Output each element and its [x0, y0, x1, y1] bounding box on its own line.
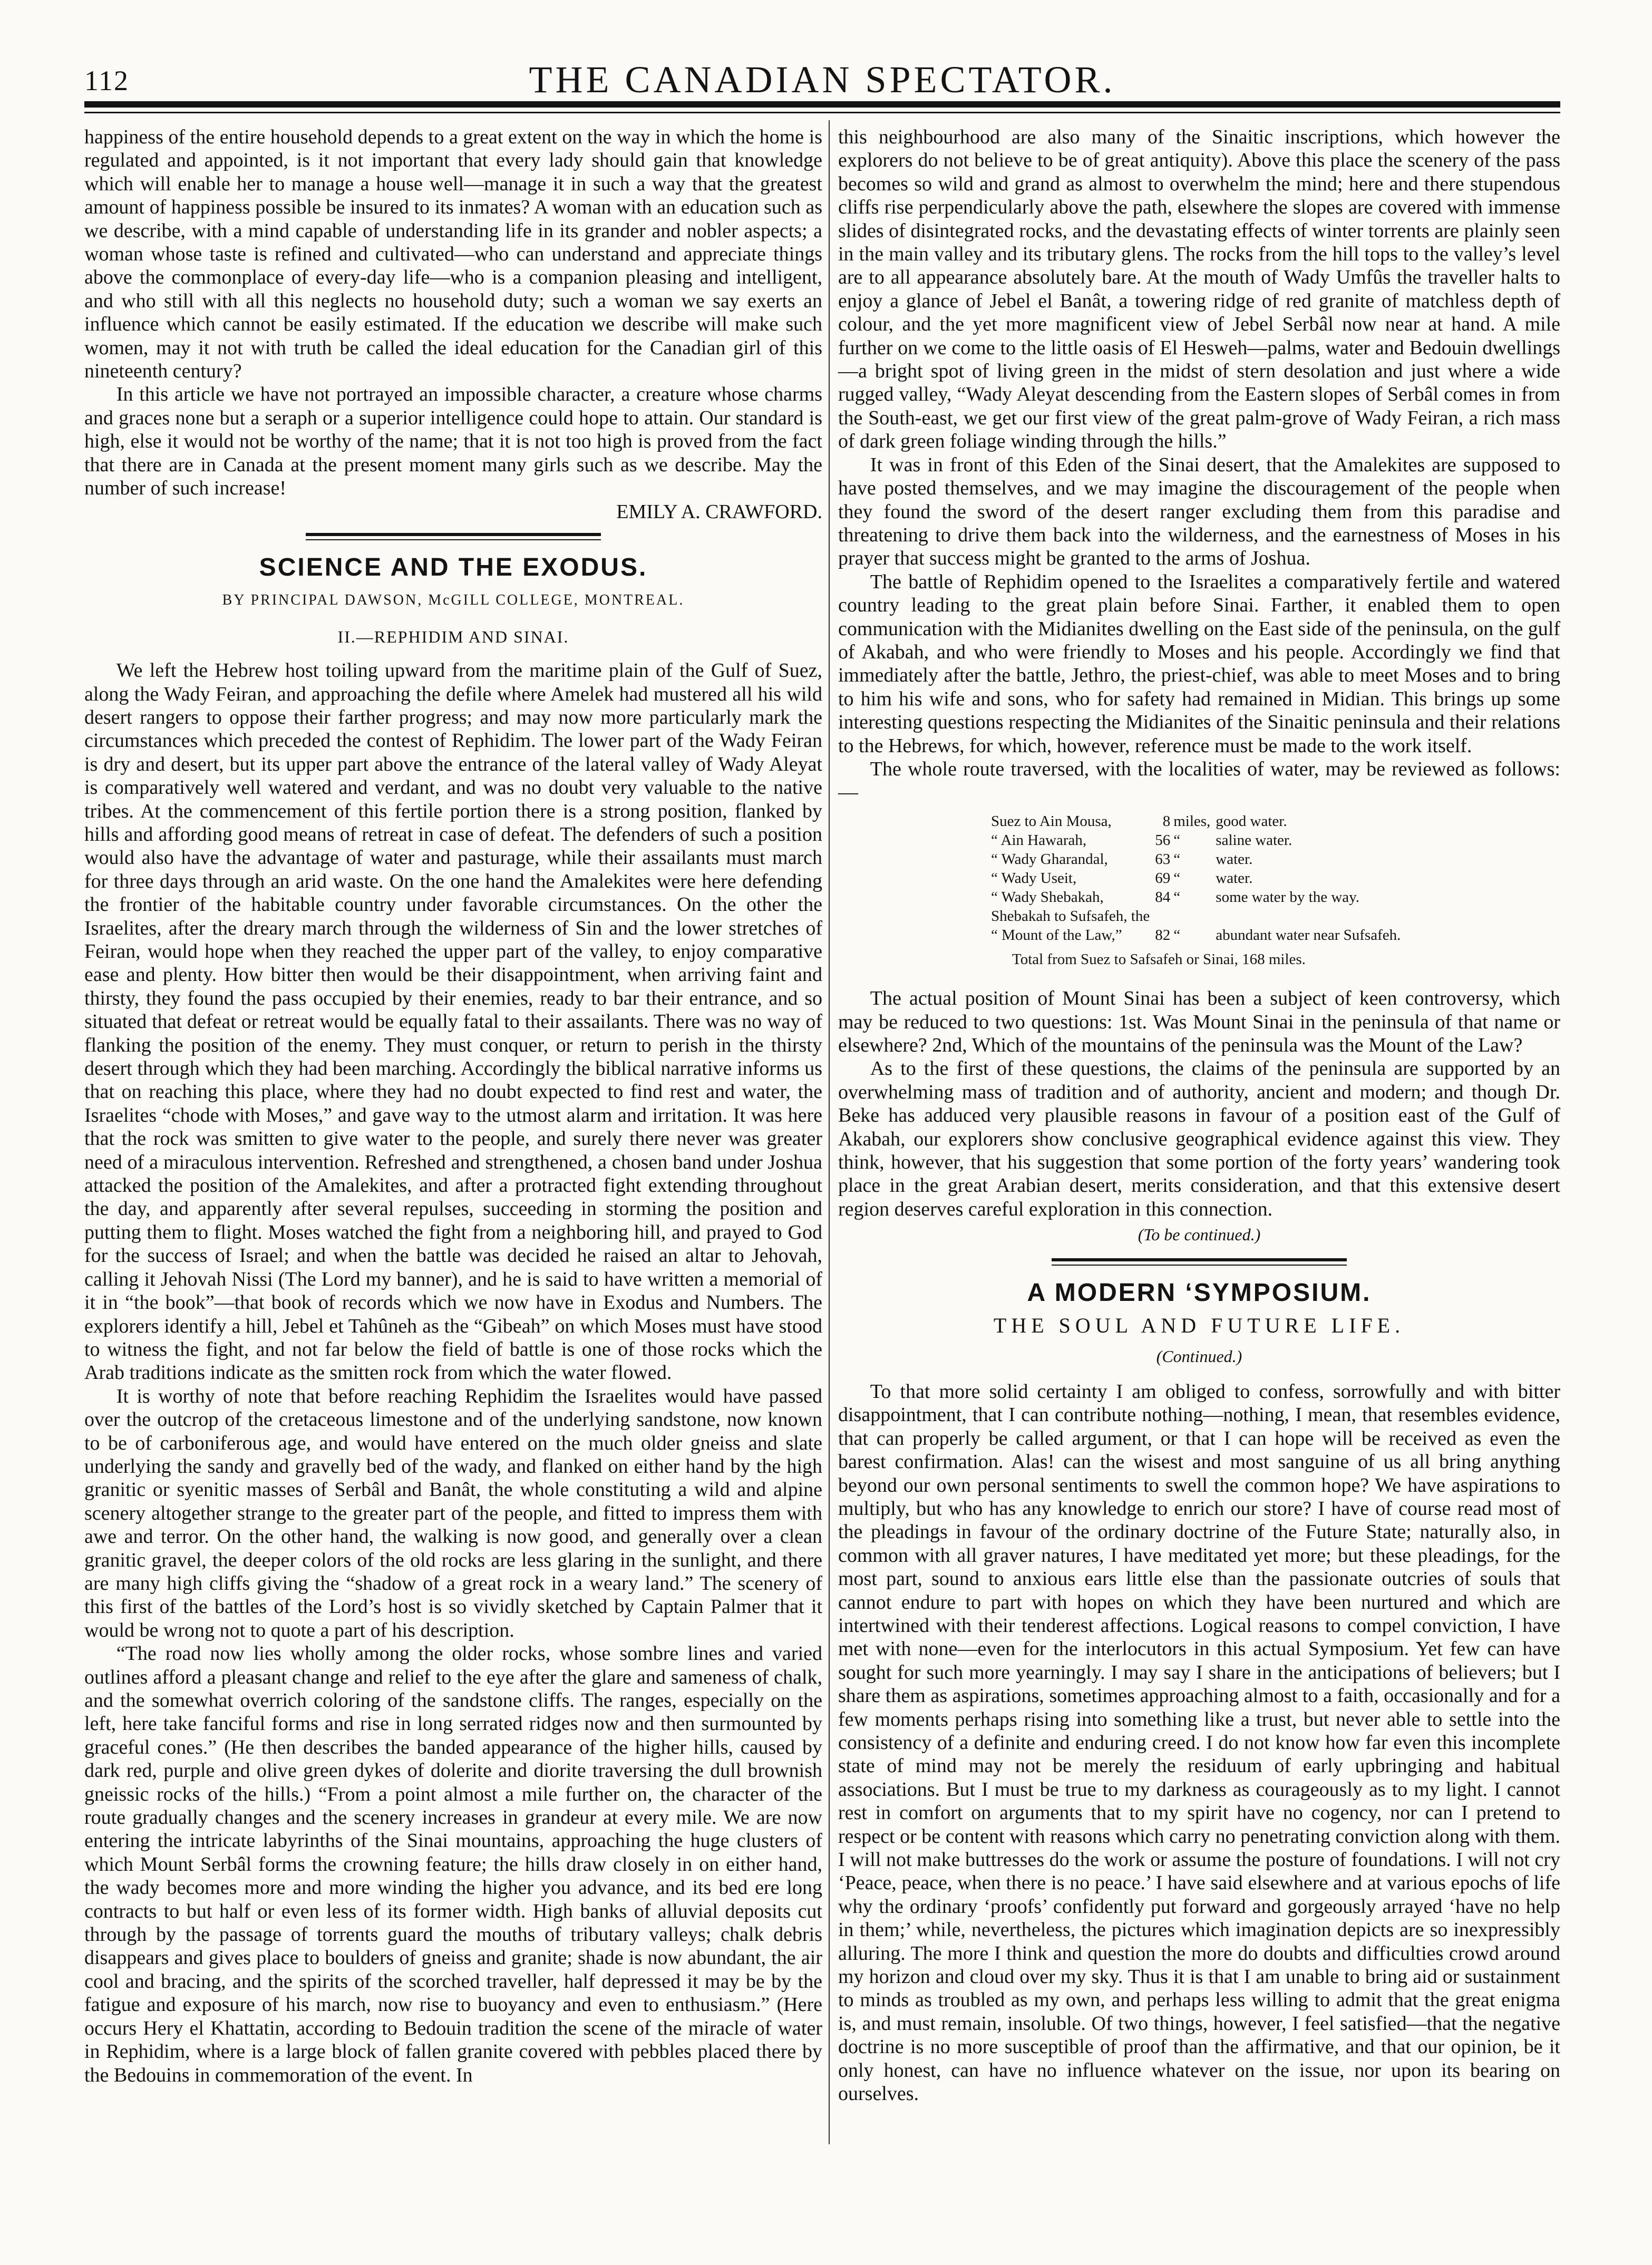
- education-article-paragraph: In this article we have not portrayed an impossible character, a creature whose charms and graces none but a seraph or a superior intelligence could hope to attain. Our standard is high, else it would not be worthy of the name; that it is not too high is proved from the fact that there are in Canada at the present moment many girls such as we describe. May the number of such increase!: [84, 383, 822, 500]
- route-row: [991, 869, 1406, 888]
- left-column: [84, 125, 822, 2087]
- exodus-paragraph: As to the first of these questions, the claims of the peninsula are supported by an overwhelming mass of tradition and of authority, ancient and modern; and though Dr. Beke has adduced very plausible reasons in favour of a position east of the Gulf of Akabah, our explorers show conclusive geographical evidence against this view. They think, however, that his suggestion that some portion of the forty years’ wandering took place in the great Arabian desert, merits consideration, and that this extensive desert region deserves careful exploration in this connection.: [838, 1057, 1560, 1220]
- route-miles: 8: [1162, 812, 1171, 830]
- route-table: [991, 812, 1406, 945]
- route-unit: “: [1173, 850, 1181, 868]
- article-subhead: II.—REPHIDIM AND SINAI.: [337, 627, 569, 646]
- route-row: [991, 850, 1406, 869]
- exodus-paragraph: The actual position of Mount Sinai has been a subject of keen controversy, which may be reduced to two questions: 1st. Was Mount Sinai in the peninsula of that name or elsewhere? 2nd, Which of the mountains of the peninsula was the Mount of the Law?: [838, 987, 1560, 1056]
- article-separator: [306, 533, 601, 540]
- exodus-paragraph: It was in front of this Eden of the Sinai desert, that the Amalekites are supposed to have posted themselves, and we may imagine the discouragement of the people when they found the sword of the desert ranger excluding them from this paradise and threatening to drive them back into the wilderness, and the earnestness of Moses in his prayer that success might be granted to the arms of Joshua.: [838, 453, 1560, 570]
- route-note: [1216, 907, 1406, 926]
- route-note: abundant water near Sufsafeh.: [1216, 926, 1401, 944]
- route-miles: 69: [1155, 869, 1171, 887]
- route-note: good water.: [1216, 812, 1287, 830]
- exodus-paragraph: “The road now lies wholly among the older rocks, whose sombre lines and varied outlines afford a pleasant change and relief to the eye after the glare and sameness of chalk, and the somewhat overrich coloring of the sandstone cliffs. The ranges, especially on the left, here take fanciful forms and rise in long serrated ridges now and then surmounted by graceful cones.” (He then describes the banded appearance of the higher hills, caused by dark red, purple and olive green dykes of dolerite and diorite traversing the dull brownish gneissic rocks of the hills.) “From a point almost a mile further on, the character of the route gradually changes and the scenery increases in grandeur at every mile. We are now entering the intricate labyrinths of the Sinai mountains, approaching the huge clusters of which Mount Serbâl forms the crowning feature; the hills draw closely in on either hand, the wady becomes more and more winding the higher you advance, and its bed ere long contracts to but half or even less of its former width. High banks of alluvial deposits cut through by the passage of torrents guard the mouths of tributary valleys; chalk debris disappears and gives place to boulders of gneiss and granite; shade is now abundant, the air cool and bracing, and the spirits of the scorched traveller, half depressed it may be by the fatigue and exposure of his march, now rise to buoyancy and even to enthusiasm.” (Here occurs Hery el Khattatin, according to Bedouin tradition the scene of the miracle of water in Rephidim, where is a large block of fallen granite covered with pebbles placed there by the Bedouins in commemoration of the event. In: [84, 1642, 822, 2086]
- route-unit: “: [1173, 831, 1181, 849]
- route-total: Total from Suez to Safsafeh or Sinai, 168 miles.: [1012, 950, 1306, 968]
- article-separator: [1052, 1258, 1347, 1266]
- route-row: [991, 888, 1406, 907]
- route-note: water.: [1216, 869, 1253, 887]
- route-unit: [1173, 907, 1216, 926]
- route-note: water.: [1216, 850, 1253, 868]
- author-signature: EMILY A. CRAWFORD.: [616, 500, 822, 523]
- masthead-title: THE CANADIAN SPECTATOR.: [529, 59, 1116, 101]
- exodus-paragraph: this neighbourhood are also many of the Sinaitic inscriptions, which however the explorers do not believe to be of great antiquity). Above this place the scenery of the pass becomes so wild and grand as almost to overwhelm the mind; here and there stupendous cliffs rise perpendicularly above the path, elsewhere the slopes are covered with immense slides of disintegrated rocks, and the devastating effects of winter torrents are plainly seen in the main valley and its tributary glens. The rocks from the hill tops to the valley’s level are to all appearance absolutely bare. At the mouth of Wady Umfûs the traveller halts to enjoy a glance of Jebel el Banât, a towering ridge of red granite of matchless depth of colour, and the yet more magnificent view of Jebel Serbâl now near at hand. A mile further on we come to the little oasis of El Hesweh—palms, water and Bedouin dwellings—a bright spot of living green in the midst of stern desolation and just where a wide rugged valley, “Wady Aleyat descending from the Eastern slopes of Serbâl comes in from the South-east, we get our first view of the great palm-grove of Wady Feiran, a rich mass of dark green foliage winding through the hills.”: [838, 126, 1560, 453]
- route-unit: miles,: [1173, 812, 1211, 830]
- route-from: “ Wady Shebakah,: [991, 888, 1104, 906]
- symposium-paragraph: To that more solid certainty I am obliged to confess, sorrowfully and with bitter disappointment, that I can contribute nothing—nothing, I mean, that resembles evidence, that can properly be called argument, or that I can hope will be received as even the barest confirmation. Alas! can the wisest and most sanguine of us all bring anything beyond our own personal sentiments to swell the common hope? We have aspirations to multiply, but who has any knowledge to enrich our store? I have of course read most of the pleadings in favour of the ordinary doctrine of the Future State; naturally also, in common with all graver natures, I have meditated yet more; but these pleadings, for the most part, sound to anxious ears little else than the passionate outcries of souls that cannot endure to part with hopes on which they have been nurtured and which are intertwined with their tenderest affections. Logical reasons to compel conviction, I have met with none—even for the interlocutors in this actual Symposium. Yet few can have sought for such more yearningly. I may say I share in the anticipations of believers; but I share them as aspirations, sometimes approaching almost to a faith, occasionally and for a few moments perhaps rising into something like a trust, but never able to settle into the consistency of a definite and enduring creed. I do not know how far even this incomplete state of mind may not be merely the residuum of early upbringing and habitual associations. But I must be true to my darkness as courageously as to my light. I cannot rest in comfort on arguments that to my spirit have no cogency, nor can I pretend to respect or be content with reasons which carry no penetrating conviction along with them. I will not make buttresses do the work or assume the posture of foundations. I will not cry ‘Peace, peace, when there is no peace.’ I have said elsewhere and at various epochs of life why the ordinary ‘proofs’ confidently put forward and gorgeously arrayed ‘have no help in them;’ while, nevertheless, the pictures which imagination depicts are so inexpressibly alluring. The more I think and question the more do doubts and difficulties crowd around my horizon and cloud over my sky. Thus it is that I am unable to bring aid or sustainment to minds as troubled as my own, and perhaps less willing to admit that the great enigma is, and must remain, insoluble. Of two things, however, I feel satisfied—that the negative doctrine is no more susceptible of proof than the affirmative, and that our opinion, be it only honest, can have no influence whatever on the issue, nor upon its bearing on ourselves.: [838, 1380, 1560, 2105]
- article-title: SCIENCE AND THE EXODUS.: [259, 553, 648, 581]
- route-from: Shebakah to Sufsafeh, the: [991, 907, 1150, 925]
- continued-label: (Continued.): [1156, 1347, 1242, 1366]
- to-be-continued: (To be continued.): [1138, 1225, 1261, 1245]
- route-from: “ Wady Useit,: [991, 869, 1077, 887]
- header-rule-thin: [84, 112, 1560, 113]
- exodus-paragraph: It is worthy of note that before reaching Rephidim the Israelites would have passed over the outcrop of the cretaceous limestone and of the underlying sandstone, now known to be of carboniferous age, and would have entered on the much older gneiss and slate underlying the sandy and gravelly bed of the wady, and flanked on either hand by the high granitic or syenitic masses of Serbâl and Banât, the whole constituting a wild and alpine scenery altogether strange to the greater part of the people, and fitted to impress them with awe and terror. On the other hand, the walking is now good, and generally over a clean granitic gravel, the deeper colors of the old rocks are less glaring in the sunlight, and there are many high cliffs giving the “shadow of a great rock in a weary land.” The scenery of this first of the battles of the Lord’s host is so vividly sketched by Captain Palmer that it would be wrong not to quote a part of his description.: [84, 1385, 822, 1641]
- route-unit: “: [1173, 888, 1181, 906]
- route-row: [991, 831, 1406, 850]
- route-unit: “: [1173, 869, 1181, 887]
- route-row: [991, 926, 1406, 945]
- article-subhead: THE SOUL AND FUTURE LIFE.: [993, 1314, 1405, 1338]
- page-number: 112: [84, 65, 129, 96]
- route-miles: 82: [1155, 926, 1171, 944]
- article-byline: BY PRINCIPAL DAWSON, McGILL COLLEGE, MONTREAL.: [222, 592, 685, 609]
- header-rule-thick: [84, 101, 1560, 108]
- route-row: [991, 907, 1406, 926]
- route-from: “ Wady Gharandal,: [991, 850, 1108, 868]
- exodus-paragraph: We left the Hebrew host toiling upward from the maritime plain of the Gulf of Suez, along the Wady Feiran, and approaching the defile where Amelek had mustered all his wild desert rangers to oppose their farther progress; and may now more particularly mark the circumstances which preceded the contest of Rephidim. The lower part of the Wady Feiran is dry and desert, but its upper part above the entrance of the lateral valley of Wady Aleyat is comparatively well watered and verdant, and was no doubt very valuable to the native tribes. At the commencement of this fertile portion there is a strong position, flanked by hills and affording good means of retreat in case of defeat. The defenders of such a position would also have the advantage of water and pasturage, while their assailants must march for three days through an arid waste. On the one hand the Amalekites were here defending the frontier of the habitable country under favorable circumstances. On the other the Israelites, after the dreary march through the wilderness of Sin and the lower stretches of Feiran, would hope when they reached the upper part of the valley, to enjoy comparative ease and plenty. How bitter then would be their disappointment, when arriving faint and thirsty, they found the pass occupied by their enemies, ready to bar their entrance, and so situated that defeat or retreat would be equally fatal to their assailants. There was no way of flanking the position of the enemy. They must conquer, or return to perish in the thirsty desert through which they had been marching. Accordingly the biblical narrative informs us that on reaching this place, where they had no doubt expected to find rest and water, the Israelites “chode with Moses,” and gave way to the utmost alarm and irritation. It was here that the rock was smitten to give water to the people, and surely there never was greater need of a miraculous intervention. Refreshed and strengthened, a chosen band under Joshua attacked the position of the Amalekites, and after a protracted fight extending throughout the day, and apparently after several repulses, succeeding in storming the position and putting them to flight. Moses watched the fight from a neighboring hill, and prayed to God for the success of Israel; and when the battle was decided he raised an altar to Jehovah, calling it Jehovah Nissi (The Lord my banner), and he is said to have written a memorial of it in “the book”—that book of records which we now have in Exodus and Numbers. The explorers identify a hill, Jebel et Tahûneh as the “Gibeah” on which Moses must have stood to witness the fight, and not far below the field of battle is one of those rocks which the Arab traditions indicate as the smitten rock from which the water flowed.: [84, 659, 822, 1384]
- route-row: [991, 812, 1406, 831]
- exodus-paragraph: The battle of Rephidim opened to the Israelites a comparatively fertile and watered country leading to the great plain before Sinai. Farther, it enabled them to open communication with the Midianites dwelling on the East side of the peninsula, on the gulf of Akabah, and who were friendly to Moses and his people. Accordingly we find that immediately after the battle, Jethro, the priest-chief, was able to meet Moses and to bring to him his wife and sons, who for safety had remained in Midian. This brings up some interesting questions respecting the Midianites of the Sinaitic peninsula and their relations to the Hebrews, for which, however, reference must be made to the work itself.: [838, 570, 1560, 757]
- route-note: some water by the way.: [1216, 888, 1360, 906]
- column-divider: [829, 120, 830, 2144]
- route-unit: “: [1173, 926, 1181, 944]
- route-from: “ Ain Hawarah,: [991, 831, 1087, 849]
- route-from: “ Mount of the Law,”: [991, 926, 1122, 944]
- exodus-paragraph: The whole route traversed, with the localities of water, may be reviewed as follows:—: [838, 757, 1560, 804]
- route-miles: 56: [1155, 831, 1171, 849]
- page-header: [84, 58, 1560, 105]
- education-article-paragraph: happiness of the entire household depends to a great extent on the way in which the home is regulated and appointed, is it not important that every lady should gain that knowledge which will enable her to manage a house well—manage it in such a way that the greatest amount of happiness possible be insured to its inmates? A woman with an education such as we describe, with a mind capable of understanding life in its grander and nobler aspects; a woman whose taste is refined and cultivated—who can understand and appreciate things above the commonplace of every-day life—who is a companion pleasing and intelligent, and who still with all this neglects no household duty; such a woman we say exerts an influence which cannot be easily estimated. If the education we describe will make such women, may it not with truth be called the ideal education for the Canadian girl of this nineteenth century?: [84, 126, 822, 383]
- route-miles: [1155, 907, 1173, 926]
- route-from: Suez to Ain Mousa,: [991, 812, 1112, 830]
- route-miles: 63: [1155, 850, 1171, 868]
- right-column: [838, 125, 1560, 2105]
- route-note: saline water.: [1216, 831, 1293, 849]
- article-title: A MODERN ‘SYMPOSIUM.: [1027, 1278, 1372, 1307]
- route-miles: 84: [1155, 888, 1171, 906]
